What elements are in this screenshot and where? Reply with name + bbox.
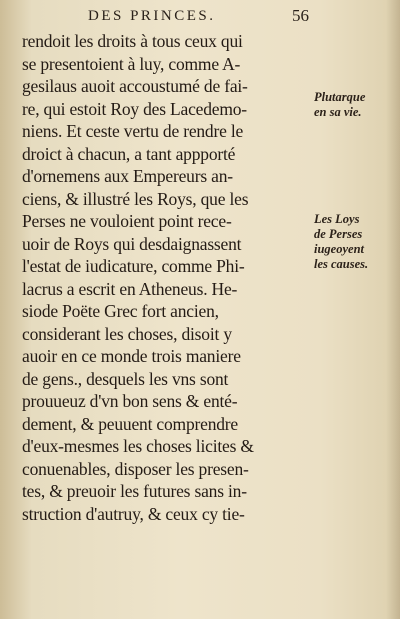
page-number: 56 bbox=[292, 6, 309, 25]
text-line: de gens., desquels les vns sont bbox=[22, 368, 229, 389]
text-line: tes, & preuoir les futures sans in- bbox=[22, 481, 247, 501]
text-line: rendoit les droits à tous ceux qui bbox=[22, 31, 243, 51]
text-line: re, qui estoit Roy des Lacedemo- bbox=[22, 98, 247, 119]
running-head: DES PRINCES. bbox=[88, 8, 216, 24]
text-line: ciens, & illustré les Roys, que les bbox=[22, 188, 249, 209]
text-line: considerant les choses, disoit y bbox=[22, 323, 232, 344]
marginal-note-plutarque bbox=[314, 90, 396, 120]
marginal-note-line: en sa vie. bbox=[314, 105, 362, 119]
page-edge-shadow bbox=[386, 0, 400, 619]
text-line: Perses ne vouloient point rece- bbox=[22, 211, 232, 231]
marginal-note-line: les causes. bbox=[314, 257, 369, 271]
text-line: struction d'autruy, & ceux cy tie- bbox=[22, 503, 245, 524]
marginal-note-line: Les Loys bbox=[314, 212, 360, 226]
text-line: auoir en ce monde trois maniere bbox=[22, 346, 241, 366]
text-line: prouueuz d'vn bon sens & enté- bbox=[22, 391, 238, 411]
text-line: l'estat de iudicature, comme Phi- bbox=[22, 256, 245, 276]
text-line: siode Poëte Grec fort ancien, bbox=[22, 301, 219, 321]
text-line: gesilaus auoit accoustumé de fai- bbox=[22, 76, 248, 96]
text-line: uoir de Roys qui desdaignassent bbox=[22, 233, 242, 254]
text-line: dement, & peuuent comprendre bbox=[22, 413, 238, 434]
body-text bbox=[22, 30, 314, 525]
text-line: d'ornemens aux Empereurs an- bbox=[22, 166, 233, 186]
marginal-note-line: Plutarque bbox=[314, 90, 366, 104]
text-line: lacrus a escrit en Atheneus. He- bbox=[22, 278, 238, 299]
marginal-note-loys-perses bbox=[314, 212, 396, 272]
text-line: se presentoient à luy, comme A- bbox=[22, 53, 241, 74]
text-line: d'eux-mesmes les choses licites & bbox=[22, 436, 254, 456]
text-line: droict à chacun, a tant appporté bbox=[22, 143, 236, 164]
text-line: niens. Et ceste vertu de rendre le bbox=[22, 121, 244, 141]
marginal-note-line: de Perses bbox=[314, 227, 363, 241]
page-header bbox=[0, 6, 400, 30]
marginal-note-line: iugeoyent bbox=[314, 242, 364, 256]
text-line: conuenables, disposer les presen- bbox=[22, 458, 249, 479]
